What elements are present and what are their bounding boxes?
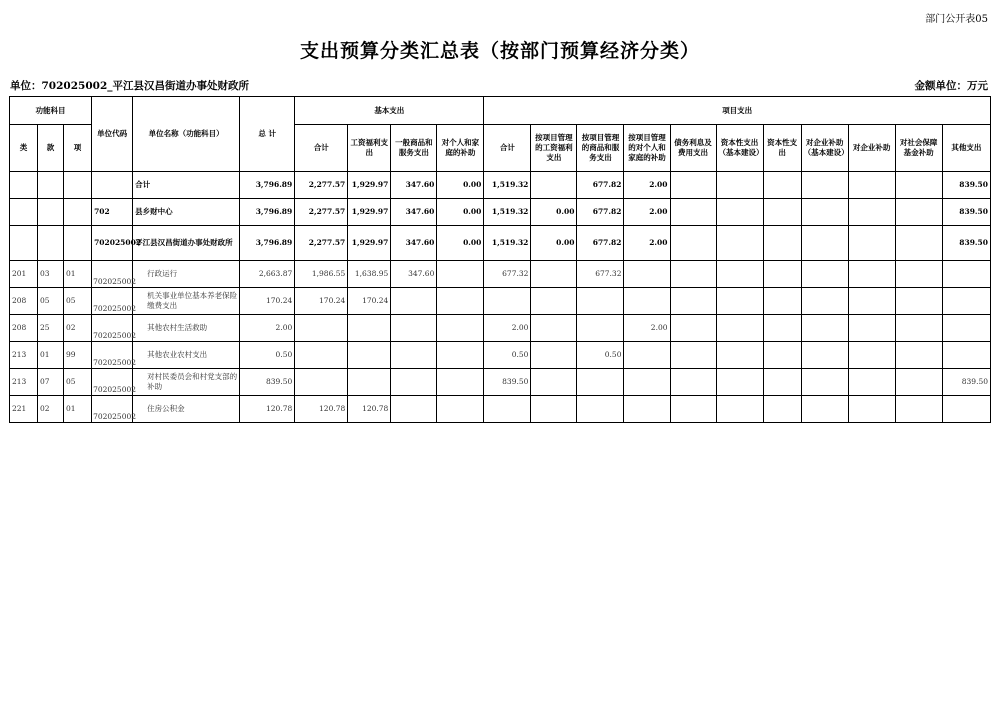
cell-p-ent-build <box>801 315 848 342</box>
cell-p-capital <box>763 288 801 315</box>
cell-xiang: 01 <box>64 396 92 423</box>
cell-b-sum <box>295 342 348 369</box>
cell-p-goods: 0.50 <box>577 342 624 369</box>
cell-b-sum: 2,277.57 <box>295 199 348 226</box>
cell-p-social <box>895 396 942 423</box>
cell-p-sum <box>484 288 531 315</box>
cell-p-social <box>895 342 942 369</box>
cell-p-ent <box>848 261 895 288</box>
cell-b-wage <box>348 342 391 369</box>
cell-p-debt <box>670 396 716 423</box>
cell-code: 702025002 <box>92 396 133 423</box>
table-row <box>10 261 991 288</box>
cell-kuan <box>38 226 64 261</box>
cell-p-capital <box>763 199 801 226</box>
cell-p-debt <box>670 315 716 342</box>
header-project-other: 其他支出 <box>942 125 990 172</box>
cell-lei: 213 <box>10 342 38 369</box>
cell-p-capital <box>763 342 801 369</box>
header-project-wage: 按项目管理的工资福利支出 <box>531 125 577 172</box>
cell-name: 合计 <box>133 172 240 199</box>
cell-p-personal: 2.00 <box>624 315 670 342</box>
cell-b-personal <box>437 288 484 315</box>
cell-b-wage: 170.24 <box>348 288 391 315</box>
cell-p-ent <box>848 342 895 369</box>
cell-b-wage: 1,929.97 <box>348 199 391 226</box>
cell-b-sum: 120.78 <box>295 396 348 423</box>
cell-b-goods <box>391 369 437 396</box>
cell-p-personal <box>624 342 670 369</box>
cell-p-social <box>895 288 942 315</box>
cell-p-ent <box>848 369 895 396</box>
cell-p-ent <box>848 396 895 423</box>
cell-p-social <box>895 226 942 261</box>
header-func-subject: 功能科目 <box>10 97 92 125</box>
cell-code: 702025002 <box>92 226 133 261</box>
cell-b-wage <box>348 315 391 342</box>
cell-kuan: 05 <box>38 288 64 315</box>
table-row <box>10 315 991 342</box>
cell-p-sum <box>484 396 531 423</box>
cell-p-ent <box>848 172 895 199</box>
cell-p-ent-build <box>801 226 848 261</box>
cell-b-personal: 0.00 <box>437 226 484 261</box>
cell-b-goods: 347.60 <box>391 226 437 261</box>
cell-b-goods <box>391 315 437 342</box>
cell-xiang: 02 <box>64 315 92 342</box>
cell-p-ent-build <box>801 261 848 288</box>
cell-p-wage <box>531 342 577 369</box>
cell-p-goods: 677.82 <box>577 199 624 226</box>
page-title: 支出预算分类汇总表（按部门预算经济分类） <box>299 40 700 62</box>
cell-kuan: 07 <box>38 369 64 396</box>
form-number-label: 部门公开表05 <box>925 14 988 25</box>
header-project-enterprise-build: 对企业补助（基本建设） <box>801 125 848 172</box>
cell-kuan: 01 <box>38 342 64 369</box>
cell-p-wage <box>531 261 577 288</box>
cell-b-sum <box>295 315 348 342</box>
cell-p-social <box>895 315 942 342</box>
cell-p-other: 839.50 <box>942 199 990 226</box>
cell-p-ent-build <box>801 172 848 199</box>
cell-p-debt <box>670 369 716 396</box>
cell-xiang: 05 <box>64 369 92 396</box>
cell-lei <box>10 199 38 226</box>
cell-p-personal <box>624 369 670 396</box>
cell-p-personal <box>624 396 670 423</box>
cell-p-other <box>942 261 990 288</box>
cell-total: 3,796.89 <box>240 226 295 261</box>
cell-p-other: 839.50 <box>942 172 990 199</box>
cell-name: 县乡财中心 <box>133 199 240 226</box>
cell-lei: 201 <box>10 261 38 288</box>
cell-p-capital <box>763 315 801 342</box>
cell-p-capital <box>763 261 801 288</box>
cell-p-sum: 1,519.32 <box>484 226 531 261</box>
cell-code: 702025002 <box>92 315 133 342</box>
cell-p-personal <box>624 288 670 315</box>
cell-p-ent <box>848 288 895 315</box>
cell-p-personal <box>624 261 670 288</box>
cell-p-ent-build <box>801 396 848 423</box>
cell-kuan <box>38 172 64 199</box>
cell-b-goods <box>391 342 437 369</box>
cell-p-capital <box>763 172 801 199</box>
cell-p-capital-build <box>716 396 763 423</box>
header-xiang: 项 <box>64 125 92 172</box>
table-row <box>10 342 991 369</box>
cell-lei: 208 <box>10 315 38 342</box>
cell-b-personal: 0.00 <box>437 199 484 226</box>
cell-total: 3,796.89 <box>240 172 295 199</box>
cell-b-sum: 2,277.57 <box>295 226 348 261</box>
cell-kuan <box>38 199 64 226</box>
cell-p-capital-build <box>716 288 763 315</box>
cell-total: 0.50 <box>240 342 295 369</box>
cell-p-debt <box>670 261 716 288</box>
cell-name: 其他农村生活救助 <box>133 315 240 342</box>
cell-p-debt <box>670 199 716 226</box>
cell-b-sum <box>295 369 348 396</box>
cell-p-capital-build <box>716 199 763 226</box>
cell-xiang: 99 <box>64 342 92 369</box>
cell-p-capital <box>763 396 801 423</box>
table-row <box>10 226 991 261</box>
cell-b-goods: 347.60 <box>391 199 437 226</box>
cell-p-ent-build <box>801 369 848 396</box>
cell-b-sum: 1,986.55 <box>295 261 348 288</box>
header-project-capital: 资本性支出 <box>763 125 801 172</box>
cell-p-goods <box>577 396 624 423</box>
unit-label: 单位：702025002_平江县汉昌街道办事处财政所 <box>10 80 250 92</box>
cell-p-capital-build <box>716 261 763 288</box>
cell-b-goods: 347.60 <box>391 172 437 199</box>
cell-p-debt <box>670 226 716 261</box>
cell-p-wage <box>531 172 577 199</box>
cell-b-goods <box>391 396 437 423</box>
cell-p-goods <box>577 369 624 396</box>
cell-name: 机关事业单位基本养老保险缴费支出 <box>133 288 240 315</box>
cell-lei: 208 <box>10 288 38 315</box>
cell-p-capital <box>763 226 801 261</box>
cell-kuan: 02 <box>38 396 64 423</box>
header-basic: 基本支出 <box>295 97 484 125</box>
cell-code: 702025002 <box>92 261 133 288</box>
header-project-goods: 按项目管理的商品和服务支出 <box>577 125 624 172</box>
cell-b-personal <box>437 369 484 396</box>
cell-p-other <box>942 288 990 315</box>
cell-name: 其他农业农村支出 <box>133 342 240 369</box>
table-row <box>10 396 991 423</box>
cell-p-other <box>942 315 990 342</box>
cell-p-ent-build <box>801 199 848 226</box>
cell-p-sum: 0.50 <box>484 342 531 369</box>
cell-p-debt <box>670 172 716 199</box>
header-project: 项目支出 <box>484 97 991 125</box>
cell-xiang: 05 <box>64 288 92 315</box>
cell-p-sum: 677.32 <box>484 261 531 288</box>
cell-b-goods <box>391 288 437 315</box>
cell-total: 2,663.87 <box>240 261 295 288</box>
table-row <box>10 288 991 315</box>
cell-p-capital-build <box>716 172 763 199</box>
cell-p-capital-build <box>716 226 763 261</box>
cell-b-wage: 1,638.95 <box>348 261 391 288</box>
cell-code: 702025002 <box>92 342 133 369</box>
cell-lei: 213 <box>10 369 38 396</box>
cell-p-goods: 677.32 <box>577 261 624 288</box>
cell-b-personal <box>437 315 484 342</box>
cell-kuan: 25 <box>38 315 64 342</box>
header-unit-code: 单位代码 <box>92 97 133 172</box>
cell-p-sum: 1,519.32 <box>484 172 531 199</box>
cell-p-wage <box>531 396 577 423</box>
cell-b-sum: 170.24 <box>295 288 348 315</box>
cell-p-goods: 677.82 <box>577 226 624 261</box>
cell-p-sum: 2.00 <box>484 315 531 342</box>
cell-code <box>92 172 133 199</box>
cell-p-ent <box>848 199 895 226</box>
header-kuan: 款 <box>38 125 64 172</box>
cell-total: 120.78 <box>240 396 295 423</box>
cell-lei <box>10 226 38 261</box>
cell-b-wage: 1,929.97 <box>348 172 391 199</box>
cell-lei: 221 <box>10 396 38 423</box>
cell-b-wage: 120.78 <box>348 396 391 423</box>
cell-code: 702 <box>92 199 133 226</box>
cell-p-social <box>895 172 942 199</box>
header-basic-sum: 合计 <box>295 125 348 172</box>
cell-p-sum: 1,519.32 <box>484 199 531 226</box>
cell-p-goods <box>577 288 624 315</box>
cell-total: 2.00 <box>240 315 295 342</box>
cell-p-debt <box>670 288 716 315</box>
cell-code: 702025002 <box>92 288 133 315</box>
header-project-sum: 合计 <box>484 125 531 172</box>
cell-p-other <box>942 396 990 423</box>
cell-p-wage: 0.00 <box>531 199 577 226</box>
cell-b-sum: 2,277.57 <box>295 172 348 199</box>
cell-p-ent <box>848 226 895 261</box>
cell-b-goods: 347.60 <box>391 261 437 288</box>
cell-p-wage: 0.00 <box>531 226 577 261</box>
cell-p-wage <box>531 369 577 396</box>
cell-p-other: 839.50 <box>942 369 990 396</box>
cell-code: 702025002 <box>92 369 133 396</box>
cell-total: 3,796.89 <box>240 199 295 226</box>
cell-p-personal: 2.00 <box>624 172 670 199</box>
cell-name: 住房公积金 <box>133 396 240 423</box>
cell-p-capital-build <box>716 315 763 342</box>
cell-xiang: 01 <box>64 261 92 288</box>
cell-p-sum: 839.50 <box>484 369 531 396</box>
cell-xiang <box>64 199 92 226</box>
table-row <box>10 199 991 226</box>
cell-name: 行政运行 <box>133 261 240 288</box>
cell-p-ent <box>848 315 895 342</box>
cell-kuan: 03 <box>38 261 64 288</box>
cell-p-social <box>895 261 942 288</box>
expenditure-table <box>9 96 991 423</box>
header-project-enterprise: 对企业补助 <box>848 125 895 172</box>
cell-name: 对村民委员会和村党支部的补助 <box>133 369 240 396</box>
header-basic-wage: 工资福利支出 <box>348 125 391 172</box>
cell-total: 839.50 <box>240 369 295 396</box>
header-basic-goods: 一般商品和服务支出 <box>391 125 437 172</box>
cell-p-goods <box>577 315 624 342</box>
cell-name: 平江县汉昌街道办事处财政所 <box>133 226 240 261</box>
cell-p-wage <box>531 315 577 342</box>
header-project-personal: 按项目管理的对个人和家庭的补助 <box>624 125 670 172</box>
cell-xiang <box>64 226 92 261</box>
header-project-debt: 债务利息及费用支出 <box>670 125 716 172</box>
amount-unit-label: 金额单位：万元 <box>914 80 988 92</box>
cell-p-personal: 2.00 <box>624 226 670 261</box>
cell-xiang <box>64 172 92 199</box>
cell-b-personal: 0.00 <box>437 172 484 199</box>
header-lei: 类 <box>10 125 38 172</box>
cell-total: 170.24 <box>240 288 295 315</box>
cell-p-social <box>895 199 942 226</box>
header-project-capital-build: 资本性支出（基本建设） <box>716 125 763 172</box>
cell-b-personal <box>437 261 484 288</box>
header-unit-name: 单位名称（功能科目） <box>133 97 240 172</box>
cell-p-debt <box>670 342 716 369</box>
cell-p-capital <box>763 369 801 396</box>
cell-b-wage <box>348 369 391 396</box>
cell-p-other: 839.50 <box>942 226 990 261</box>
cell-p-capital-build <box>716 342 763 369</box>
cell-p-social <box>895 369 942 396</box>
cell-b-personal <box>437 396 484 423</box>
cell-p-goods: 677.82 <box>577 172 624 199</box>
cell-p-ent-build <box>801 288 848 315</box>
cell-p-wage <box>531 288 577 315</box>
header-basic-personal: 对个人和家庭的补助 <box>437 125 484 172</box>
cell-p-capital-build <box>716 369 763 396</box>
cell-p-personal: 2.00 <box>624 199 670 226</box>
cell-p-other <box>942 342 990 369</box>
table-row <box>10 172 991 199</box>
cell-lei <box>10 172 38 199</box>
header-project-social: 对社会保障基金补助 <box>895 125 942 172</box>
cell-b-wage: 1,929.97 <box>348 226 391 261</box>
header-total: 总 计 <box>240 97 295 172</box>
cell-p-ent-build <box>801 342 848 369</box>
cell-b-personal <box>437 342 484 369</box>
table-row <box>10 369 991 396</box>
